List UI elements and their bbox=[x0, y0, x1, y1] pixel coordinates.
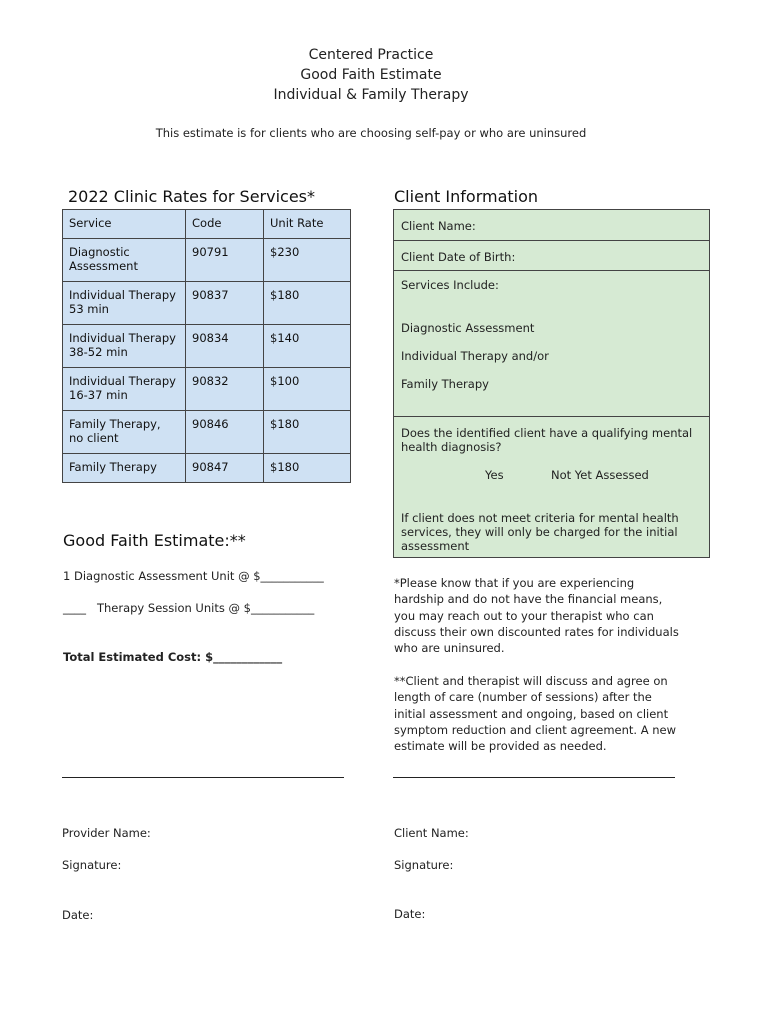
service-cell bbox=[63, 239, 186, 282]
provider-signature-label: Signature: bbox=[62, 858, 122, 872]
service-line: Diagnostic bbox=[69, 245, 130, 259]
column-header-unit-rate: Unit Rate bbox=[264, 210, 351, 239]
service-line: Individual Therapy bbox=[69, 288, 176, 302]
estimate-title: Good Faith Estimate:** bbox=[63, 531, 246, 550]
service-line: Assessment bbox=[69, 259, 138, 273]
therapy-units-line[interactable]: ____ Therapy Session Units @ $___________ bbox=[63, 601, 315, 615]
total-cost-line[interactable]: Total Estimated Cost: $____________ bbox=[63, 650, 283, 664]
rates-header-row bbox=[63, 210, 351, 239]
code-cell: 90791 bbox=[186, 239, 264, 282]
client-info-title: Client Information bbox=[394, 187, 539, 206]
service-line: Individual Therapy bbox=[69, 331, 176, 345]
practice-name: Centered Practice bbox=[308, 47, 434, 63]
rate-cell: $100 bbox=[264, 368, 351, 411]
self-pay-note: This estimate is for clients who are choosing self-pay or who are uninsured bbox=[155, 126, 587, 140]
provider-name-label: Provider Name: bbox=[62, 826, 151, 840]
service-line: 16-37 min bbox=[69, 388, 128, 402]
hardship-footnote: *Please know that if you are experiencing hardship and do not have the financial means, you may reach out to your therapist who can discuss their own discounted rates for individuals who are uninsured. bbox=[394, 576, 679, 656]
provider-date-label: Date: bbox=[62, 908, 94, 922]
rate-cell: $140 bbox=[264, 325, 351, 368]
document-subtitle: Individual & Family Therapy bbox=[273, 87, 469, 103]
table-row bbox=[63, 368, 351, 411]
rate-cell: $180 bbox=[264, 411, 351, 454]
client-name-box[interactable] bbox=[393, 209, 710, 241]
option-not-yet-assessed[interactable]: Not Yet Assessed bbox=[551, 468, 649, 482]
criteria-note: If client does not meet criteria for mental health services, they will only be charged for the initial assessment bbox=[401, 511, 679, 553]
table-row bbox=[63, 454, 351, 483]
service-line: 38-52 min bbox=[69, 345, 128, 359]
code-cell: 90847 bbox=[186, 454, 264, 483]
service-cell bbox=[63, 368, 186, 411]
service-line: Individual Therapy bbox=[69, 374, 176, 388]
column-header-code: Code bbox=[186, 210, 264, 239]
table-row bbox=[63, 411, 351, 454]
service-diagnostic: Diagnostic Assessment bbox=[401, 321, 535, 335]
diagnosis-box bbox=[393, 416, 710, 558]
option-yes[interactable]: Yes bbox=[485, 468, 504, 482]
rates-title: 2022 Clinic Rates for Services* bbox=[68, 187, 315, 206]
client-name-label: Client Name: bbox=[401, 219, 476, 233]
diagnostic-unit-line[interactable]: 1 Diagnostic Assessment Unit @ $___________ bbox=[63, 569, 324, 583]
document-title: Good Faith Estimate bbox=[300, 67, 442, 83]
code-cell: 90834 bbox=[186, 325, 264, 368]
rate-cell: $180 bbox=[264, 454, 351, 483]
rates-table bbox=[62, 209, 351, 483]
service-cell bbox=[63, 411, 186, 454]
client-dob-box[interactable] bbox=[393, 240, 710, 271]
service-line: 53 min bbox=[69, 302, 109, 316]
service-individual: Individual Therapy and/or bbox=[401, 349, 549, 363]
service-family: Family Therapy bbox=[401, 377, 489, 391]
service-line: Family Therapy, bbox=[69, 417, 161, 431]
length-of-care-footnote: **Client and therapist will discuss and agree on length of care (number of sessions) after the initial assessment and ongoing, based on client symptom reduction and client agreement. A new estimate will be provided as needed. bbox=[394, 674, 677, 754]
service-cell bbox=[63, 282, 186, 325]
service-line: no client bbox=[69, 431, 119, 445]
client-signature-label: Signature: bbox=[394, 858, 454, 872]
service-cell: Family Therapy bbox=[63, 454, 186, 483]
table-row bbox=[63, 325, 351, 368]
column-header-service: Service bbox=[63, 210, 186, 239]
client-dob-label: Client Date of Birth: bbox=[401, 250, 516, 264]
code-cell: 90832 bbox=[186, 368, 264, 411]
provider-signature-line[interactable] bbox=[62, 777, 344, 778]
rate-cell: $230 bbox=[264, 239, 351, 282]
code-cell: 90846 bbox=[186, 411, 264, 454]
diagnosis-question: Does the identified client have a qualifying mental health diagnosis? bbox=[401, 426, 693, 454]
rate-cell: $180 bbox=[264, 282, 351, 325]
code-cell: 90837 bbox=[186, 282, 264, 325]
table-row bbox=[63, 282, 351, 325]
client-date-label: Date: bbox=[394, 907, 426, 921]
services-label: Services Include: bbox=[401, 278, 499, 292]
table-row bbox=[63, 239, 351, 282]
service-cell bbox=[63, 325, 186, 368]
client-signature-line[interactable] bbox=[393, 777, 675, 778]
client-name-signature-label: Client Name: bbox=[394, 826, 469, 840]
services-box bbox=[393, 270, 710, 417]
